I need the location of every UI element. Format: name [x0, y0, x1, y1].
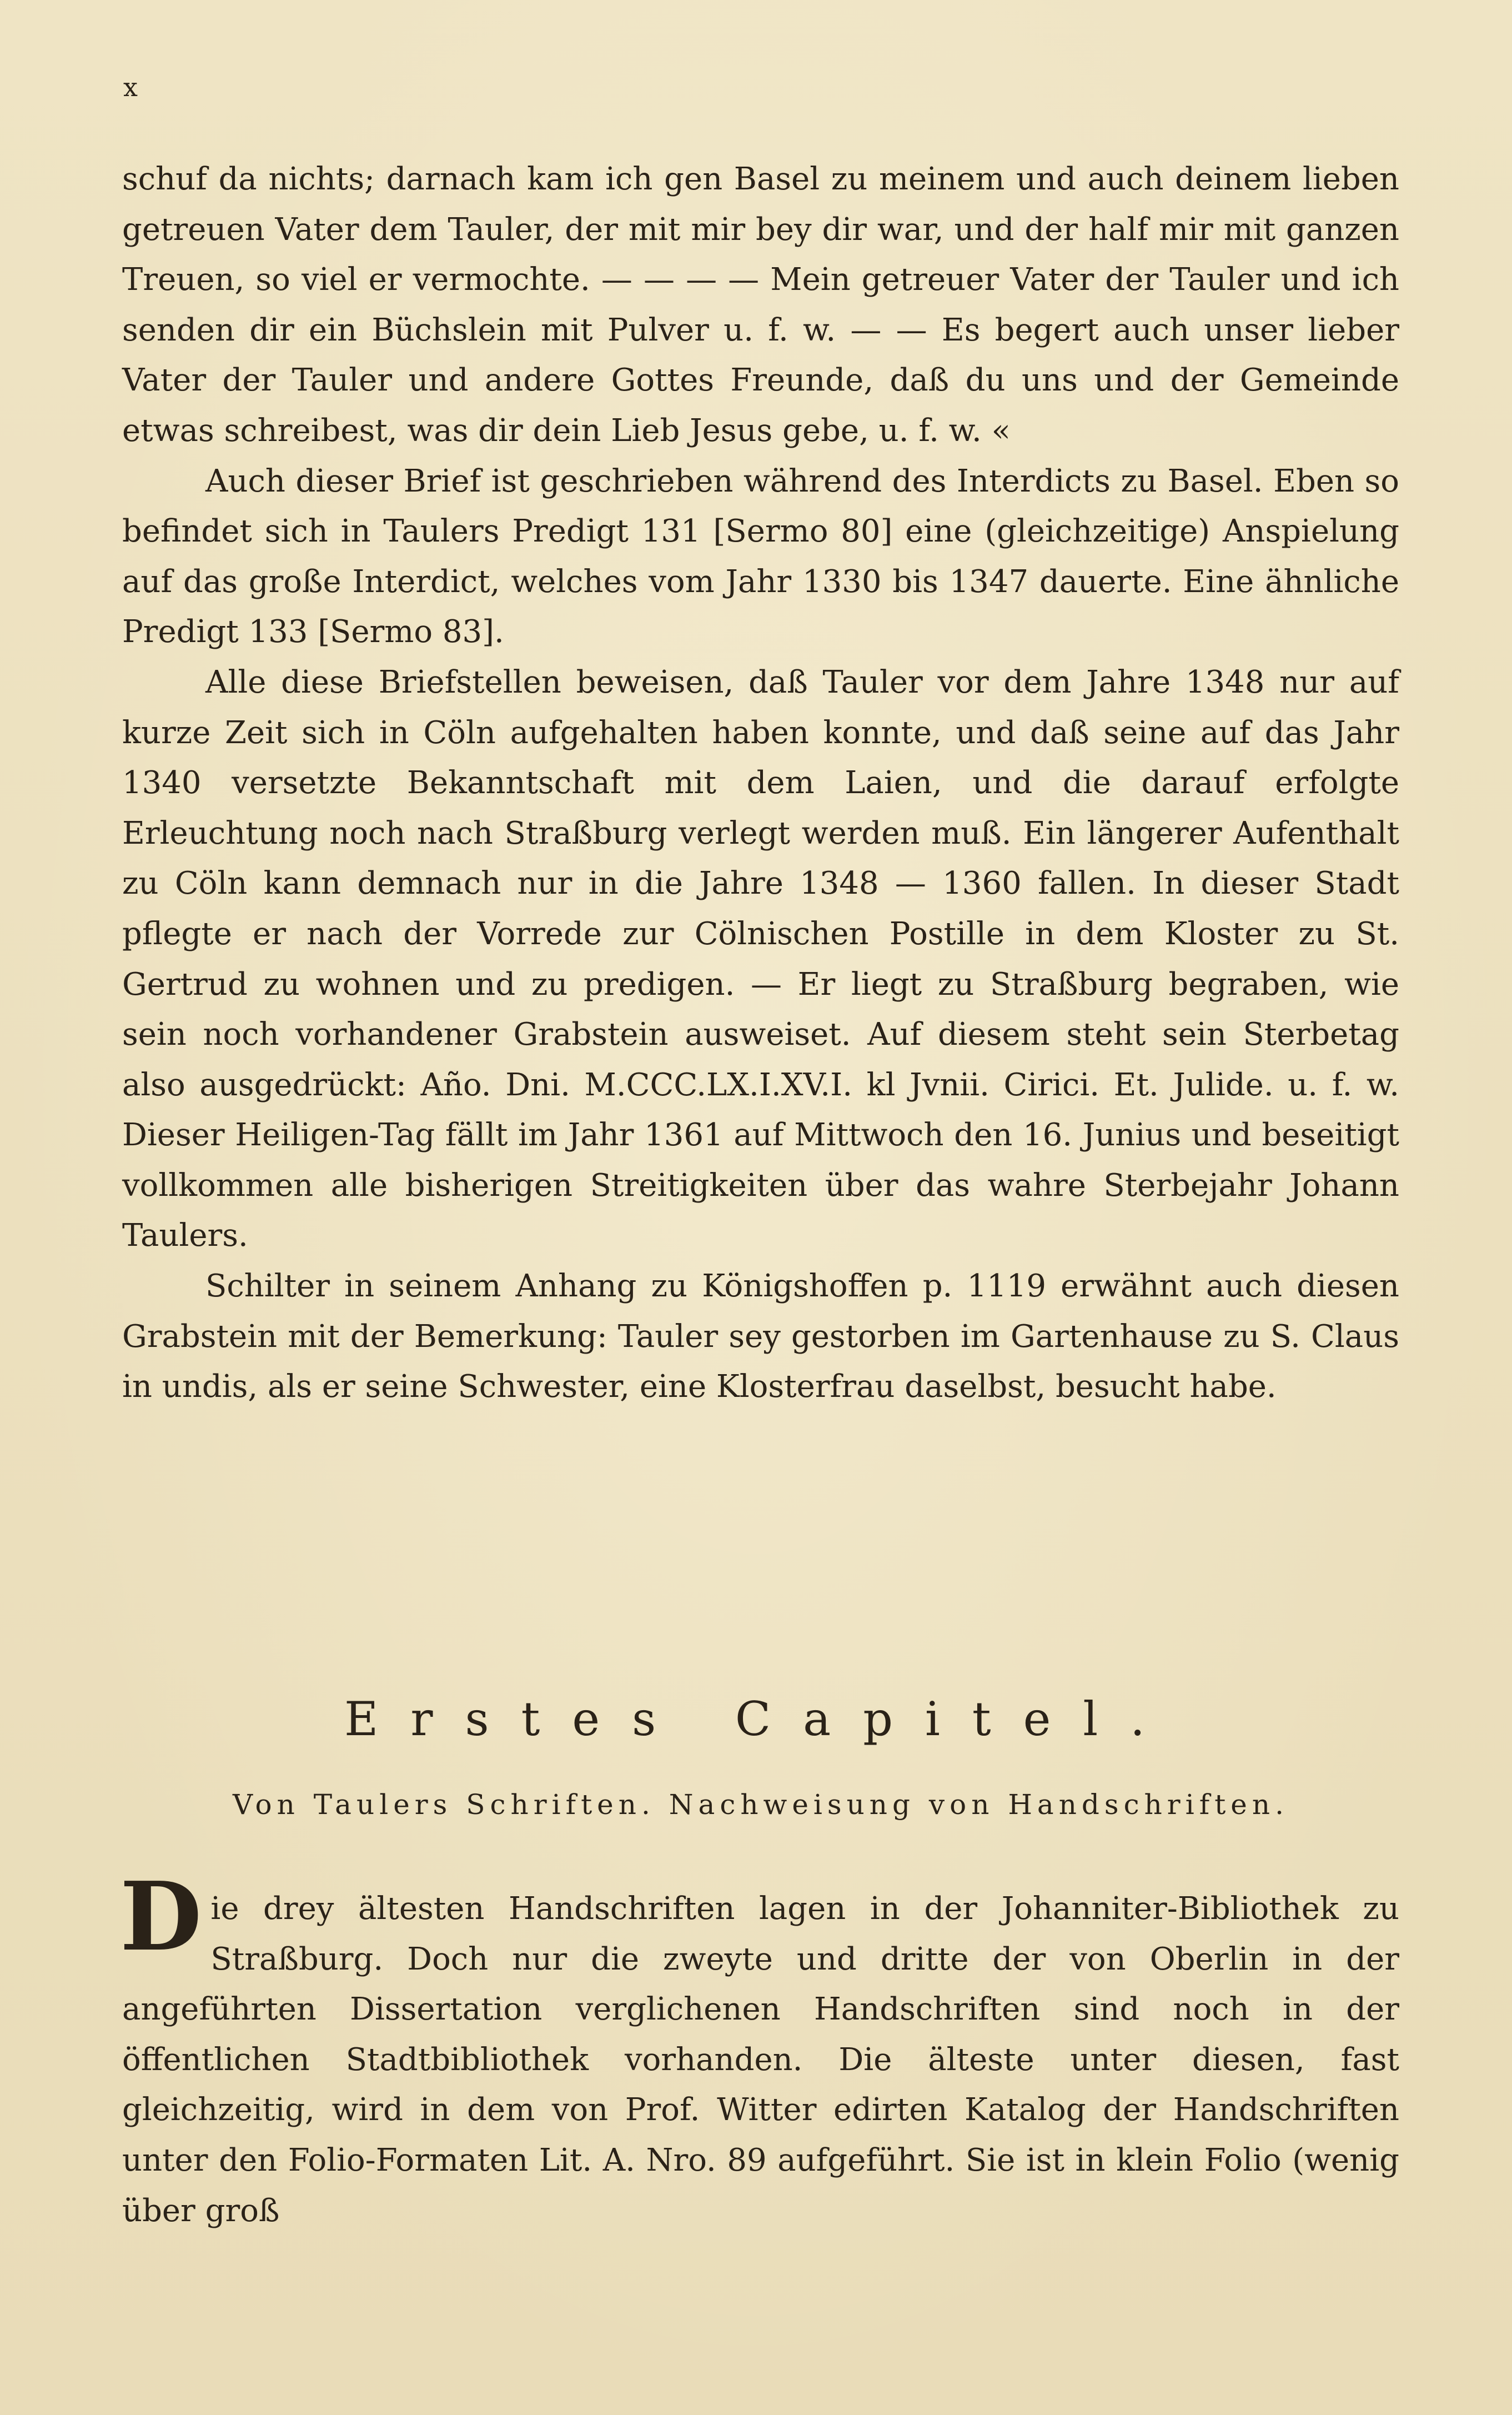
paragraph-schilter: Schilter in seinem Anhang zu Königshoffen p. 1119 erwähnt auch diesen Grabstein mit der Bemerkung: Tauler sey gestorben im Gartenhause zu S. Claus in undis, als er seine Schwester, eine Klosterfrau daselbst, besucht habe. — [122, 1268, 1399, 1405]
paragraph-interdict: Auch dieser Brief ist geschrieben während des Interdicts zu Basel. Eben so befindet sich in Taulers Predigt 131 [Sermo 80] eine (gleichzeitige) Anspielung auf das große Interdict, welches vom Jahr 1330 bis 1347 dauerte. Eine ähnliche Predigt 133 [Sermo 83]. — [122, 463, 1399, 650]
paragraph-letter-quote: schuf da nichts; darnach kam ich gen Basel zu meinem und auch deinem lieben getreuen Vater dem Tauler, der mit mir bey dir war, und der half mir mit ganzen Treuen, so viel er vermochte. — — — — Mein getreuer Vater der Tauler und ich senden dir ein Büchslein mit Pulver u. f. w. — — Es begert auch unser lieber Vater der Tauler und andere Gottes Freunde, daß du uns und der Gemeinde etwas schreibest, was dir dein Lieb Jesus gebe, u. f. w. « — [122, 161, 1399, 449]
chapter-title: Erstes Capitel. — [344, 1692, 1177, 1746]
drop-cap-initial: D — [120, 1861, 202, 1972]
chapter-body — [120, 1861, 1399, 2236]
body-text — [122, 154, 1399, 1412]
page-number: x — [123, 72, 139, 102]
chapter-first-paragraph — [120, 1861, 1399, 2236]
chapter-first-paragraph-text: ie drey ältesten Handschriften lagen in der Johanniter-Bibliothek zu Straßburg. Doch nur die zweyte und dritte der von Oberlin in der angeführten Dissertation verglichenen Handschriften sind noch in der öffentlichen Stadtbibliothek vorhanden. Die älteste unter diesen, fast gleichzeitig, wird in dem von Prof. Witter edirten Katalog der Handschriften unter den Folio-Formaten Lit. A. Nro. 89 aufgeführt. Sie ist in klein Folio (wenig über groß — [122, 1891, 1399, 2229]
paragraph-letter-evidence: Alle diese Briefstellen beweisen, daß Tauler vor dem Jahre 1348 nur auf kurze Zeit sich in Cöln aufgehalten haben konnte, und daß seine auf das Jahr 1340 versetzte Bekanntschaft mit dem Laien, und die darauf erfolgte Erleuchtung noch nach Straßburg verlegt werden muß. Ein längerer Aufenthalt zu Cöln kann demnach nur in die Jahre 1348 — 1360 fallen. In dieser Stadt pflegte er nach der Vorrede zur Cölnischen Postille in dem Kloster zu St. Gertrud zu wohnen und zu predigen. — Er liegt zu Straßburg begraben, wie sein noch vorhandener Grabstein ausweiset. Auf diesem steht sein Sterbetag also ausgedrückt: Año. Dni. M.CCC.LX.I.XV.I. kl Jvnii. Cirici. Et. Julide. u. f. w. Dieser Heiligen-Tag fällt im Jahr 1361 auf Mittwoch den 16. Junius und beseitigt vollkommen alle bisherigen Streitigkeiten über das wahre Sterbejahr Johann Taulers. — [122, 664, 1399, 1254]
chapter-subtitle: Von Taulers Schriften. Nachweisung von Handschriften. — [233, 1788, 1289, 1821]
